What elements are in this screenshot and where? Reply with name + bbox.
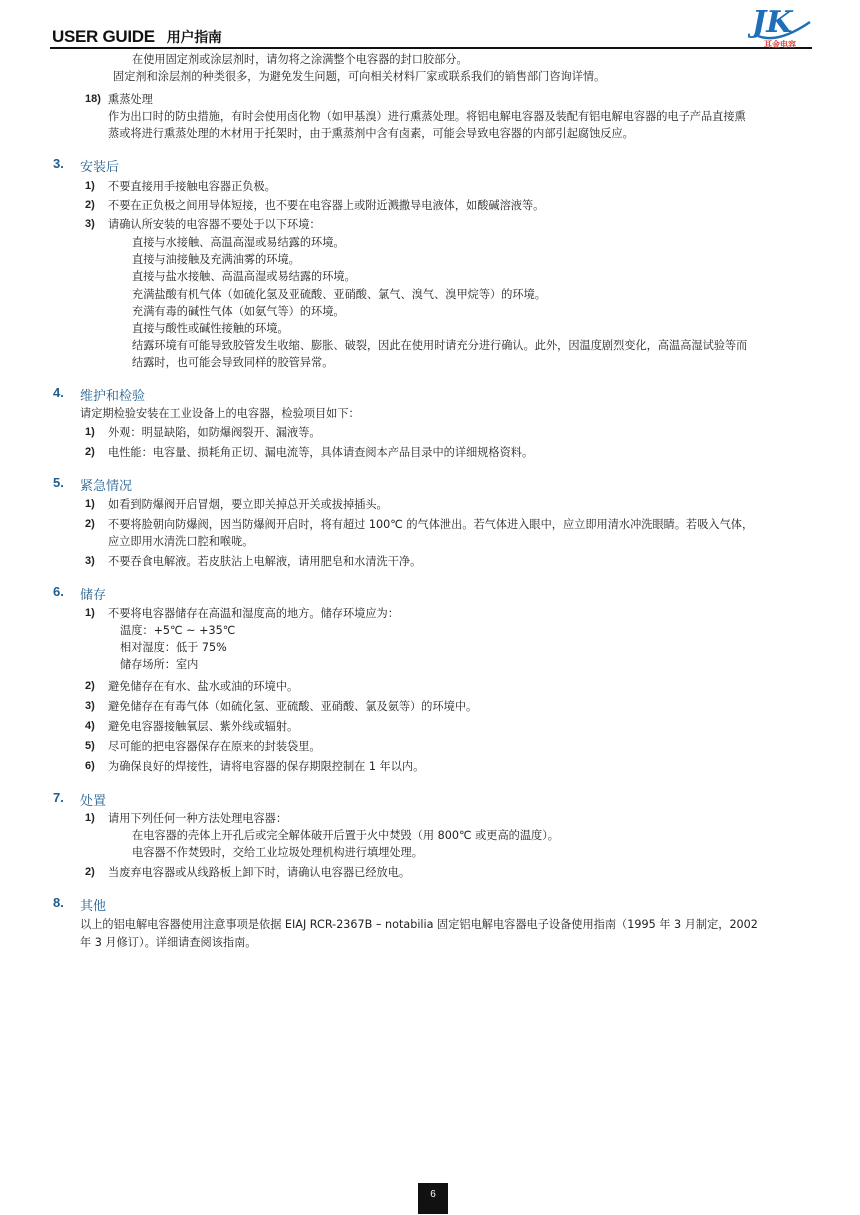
s6-item-5-number: 5) — [85, 740, 95, 752]
section-8-number: 8. — [53, 895, 64, 910]
item-18-line-1: 作为出口时的防虫措施，有时会使用卤化物（如甲基溴）进行熏蒸处理。将铝电解电容器及装配有铝电解电容器的电子产品直接熏 — [108, 110, 746, 123]
s6-item-2-number: 2) — [85, 680, 95, 692]
section-5-number: 5. — [53, 475, 64, 490]
header-title-en: USER GUIDE — [52, 27, 155, 46]
s4-intro: 请定期检验安装在工业设备上的电容器，检验项目如下： — [80, 407, 360, 420]
page-header — [0, 0, 860, 52]
item-18-title: 熏蒸处理 — [108, 93, 153, 106]
section-3-title: 安装后 — [80, 160, 120, 175]
section-4-number: 4. — [53, 385, 64, 400]
s3-item-1-number: 1) — [85, 180, 95, 192]
section-8-title: 其他 — [80, 899, 107, 914]
logo-subtext: 耳金电容 — [764, 40, 796, 49]
s7-method-2: 电容器不作焚毁时，交给工业垃圾处理机构进行填埋处理。 — [132, 846, 423, 859]
s5-item-2-text: 不要将脸朝向防爆阀，因当防爆阀开启时，将有超过 100℃ 的气体泄出。若气体进入眼中，应立即用清水冲洗眼睛。若吸入气体， — [108, 518, 754, 531]
s3-item-2-number: 2) — [85, 199, 95, 211]
s3-item-3-text: 请确认所安装的电容器不要处于以下环境： — [108, 218, 321, 231]
s6-item-5-text: 尽可能的把电容器保存在原来的封装袋里。 — [108, 740, 321, 753]
s6-item-1-number: 1) — [85, 607, 95, 619]
header-title — [52, 27, 222, 47]
section-3-number: 3. — [53, 156, 64, 171]
section-4-title: 维护和检验 — [80, 389, 146, 404]
s6-item-6-text: 为确保良好的焊接性，请将电容器的保存期限控制在 1 年以内。 — [108, 760, 425, 773]
header-rule — [50, 47, 812, 49]
s8-line-2: 年 3 月修订）。详细请查阅该指南。 — [80, 936, 257, 949]
s3-env-2: 直接与油接触及充满油雾的环境。 — [132, 253, 300, 266]
company-logo — [748, 2, 814, 50]
s5-item-2-number: 2) — [85, 518, 95, 530]
s4-item-1-text: 外观：明显缺陷，如防爆阀裂开、漏液等。 — [108, 426, 321, 439]
s5-item-1-text: 如看到防爆阀开启冒烟，要立即关掉总开关或拔掉插头。 — [108, 498, 388, 511]
s6-condition-humidity: 相对湿度：低于 75% — [120, 641, 227, 654]
section-6-title: 储存 — [80, 588, 107, 603]
header-title-cn: 用户指南 — [166, 30, 222, 46]
section-5-title: 紧急情况 — [80, 479, 133, 494]
logo-letters: JK — [752, 5, 793, 40]
s3-env-5: 充满有毒的碱性气体（如氨气等）的环境。 — [132, 305, 345, 318]
s3-env-1: 直接与水接触、高温高湿或易结露的环境。 — [132, 236, 345, 249]
s5-item-3-text: 不要吞食电解液。若皮肤沾上电解液，请用肥皂和水清洗干净。 — [108, 555, 422, 568]
s7-item-1-text: 请用下列任何一种方法处理电容器： — [108, 812, 288, 825]
s7-item-1-number: 1) — [85, 812, 95, 824]
s3-item-3-number: 3) — [85, 218, 95, 230]
item-18-number: 18) — [85, 93, 101, 105]
s6-item-3-number: 3) — [85, 700, 95, 712]
s4-item-2-text: 电性能：电容量、损耗角正切、漏电流等，具体请查阅本产品目录中的详细规格资料。 — [108, 446, 534, 459]
s3-env-8: 结露时，也可能会导致同样的胶管异常。 — [132, 356, 334, 369]
s3-env-6: 直接与酸性或碱性接触的环境。 — [132, 322, 289, 335]
s3-env-3: 直接与盐水接触、高温高湿或易结露的环境。 — [132, 270, 356, 283]
s5-item-2-cont: 应立即用水清洗口腔和喉咙。 — [108, 535, 254, 548]
s4-item-1-number: 1) — [85, 426, 95, 438]
s3-item-2-text: 不要在正负极之间用导体短接，也不要在电容器上或附近溅撒导电液体，如酸碱溶液等。 — [108, 199, 545, 212]
section-7-number: 7. — [53, 790, 64, 805]
s3-env-4: 充满盐酸有机气体（如硫化氢及亚硫酸、亚硝酸、氯气、溴气、溴甲烷等）的环境。 — [132, 288, 546, 301]
s3-item-1-text: 不要直接用手接触电容器正负极。 — [108, 180, 276, 193]
s7-method-1: 在电容器的壳体上开孔后或完全解体破开后置于火中焚毁（用 800℃ 或更高的温度）。 — [132, 829, 559, 842]
intro-line-1: 在使用固定剂或涂层剂时，请勿将之涂满整个电容器的封口胶部分。 — [132, 53, 468, 66]
s6-item-4-number: 4) — [85, 720, 95, 732]
intro-line-2: 固定剂和涂层剂的种类很多，为避免发生问题，可向相关材料厂家或联系我们的销售部门咨询详情。 — [113, 70, 606, 83]
s6-item-1-text: 不要将电容器储存在高温和湿度高的地方。储存环境应为： — [108, 607, 399, 620]
s7-item-2-number: 2) — [85, 866, 95, 878]
s6-item-3-text: 避免储存在有毒气体（如硫化氢、亚硫酸、亚硝酸、氯及氨等）的环境中。 — [108, 700, 478, 713]
s5-item-1-number: 1) — [85, 498, 95, 510]
s6-item-2-text: 避免储存在有水、盐水或油的环境中。 — [108, 680, 299, 693]
item-18-line-2: 蒸或将进行熏蒸处理的木材用于托架时，由于熏蒸剂中含有卤素，可能会导致电容器的内部引起腐蚀反应。 — [108, 127, 634, 140]
s8-line-1: 以上的铝电解电容器使用注意事项是依据 EIAJ RCR-2367B – notabilia 固定铝电解电容器电子设备使用指南（1995 年 3 月制定，2002 — [80, 918, 758, 931]
s6-condition-temp: 温度：+5℃ ~ +35℃ — [120, 624, 236, 637]
page-number: 6 — [418, 1183, 448, 1214]
s7-item-2-text: 当废弃电容器或从线路板上卸下时，请确认电容器已经放电。 — [108, 866, 411, 879]
s6-item-6-number: 6) — [85, 760, 95, 772]
s5-item-3-number: 3) — [85, 555, 95, 567]
section-7-title: 处置 — [80, 794, 107, 809]
s6-condition-place: 储存场所：室内 — [120, 658, 199, 671]
section-6-number: 6. — [53, 584, 64, 599]
s3-env-7: 结露环境有可能导致胶管发生收缩、膨胀、破裂，因此在使用时请充分进行确认。此外，因温度剧烈变化，高温高湿试验等而 — [132, 339, 748, 352]
s6-item-4-text: 避免电容器接触氧层、紫外线或辐射。 — [108, 720, 299, 733]
s4-item-2-number: 2) — [85, 446, 95, 458]
